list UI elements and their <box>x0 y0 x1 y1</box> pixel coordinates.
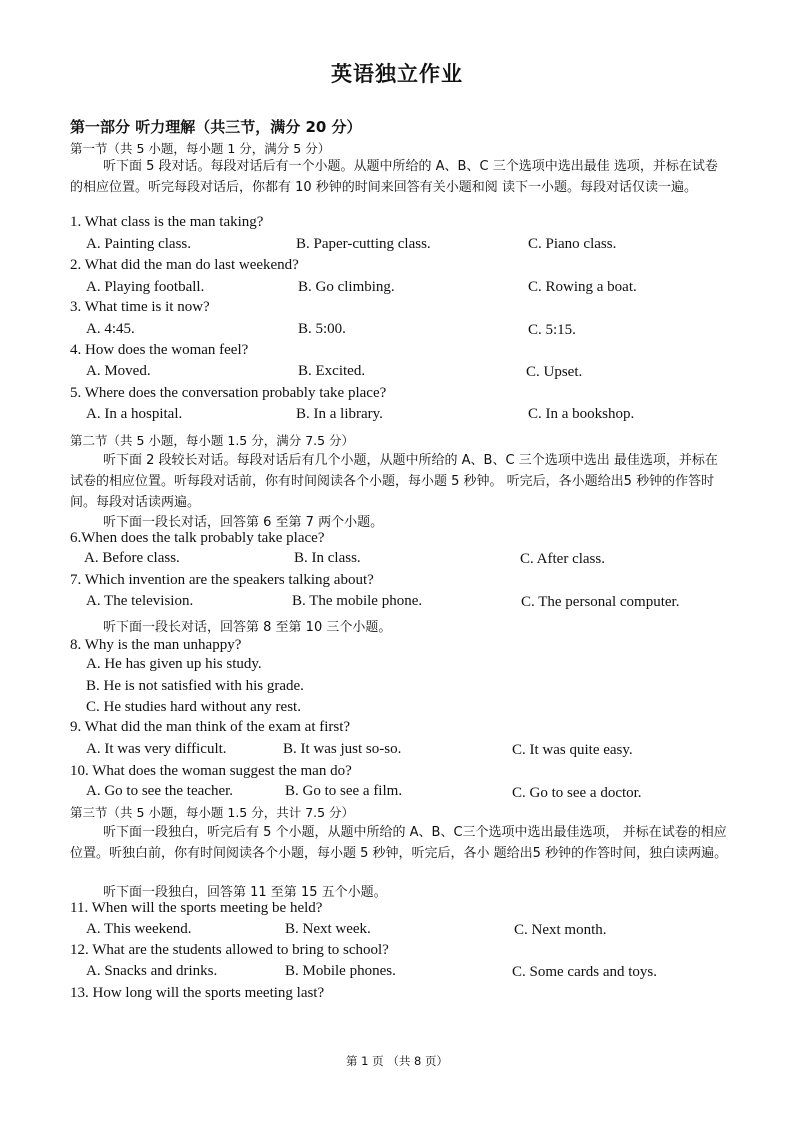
option-a: A. In a hospital. <box>86 406 183 422</box>
option-b: B. The mobile phone. <box>292 593 423 609</box>
option-c: C. It was quite easy. <box>512 742 633 758</box>
option-a: A. It was very difficult. <box>86 741 227 757</box>
option-b: B. Excited. <box>298 363 366 379</box>
question: 10. What does the woman suggest the man do? <box>70 763 352 779</box>
instruction-note: 听下面一段独白，回答第 11 至第 15 五个小题。 <box>103 885 387 900</box>
option-b: B. He is not satisfied with his grade. <box>86 678 304 694</box>
section-intro: 听下面 2 段较长对话。每段对话后有几个小题，从题中所给的 A、B、C 三个选项中选出 最佳选项，并标在试卷的相应位置。听每段对话前，你有时间阅读各个小题，每小题 5 秒钟。 听完后，各小题给出5 秒钟的作答时间。每段对话读两遍。 <box>70 453 718 510</box>
section-heading: 第二节（共 5 小题，每小题 1.5 分，满分 7.5 分） <box>70 433 355 448</box>
question: 4. How does the woman feel? <box>70 342 249 358</box>
section-intro: 听下面一段独白，听完后有 5 个小题，从题中所给的 A、B、C三个选项中选出最佳选项， 并标在试卷的相应位置。听独白前，你有时间阅读各个小题，每小题 5 秒钟，听完后，各小 题给出5 秒钟的作答时间，独白读两遍。 <box>70 825 728 861</box>
option-c: C. Upset. <box>526 364 583 380</box>
option-a: A. Snacks and drinks. <box>86 963 218 979</box>
option-a: A. This weekend. <box>86 921 192 937</box>
question: 12. What are the students allowed to bring to school? <box>70 942 389 958</box>
instruction-note: 听下面一段长对话，回答第 8 至第 10 三个小题。 <box>103 620 392 635</box>
option-b: B. 5:00. <box>298 321 346 337</box>
question: 9. What did the man think of the exam at first? <box>70 719 351 735</box>
question: 3. What time is it now? <box>70 299 210 315</box>
option-c: C. After class. <box>520 551 605 567</box>
question: 11. When will the sports meeting be held? <box>70 900 323 916</box>
option-a: A. Playing football. <box>86 279 205 295</box>
option-b: B. Go climbing. <box>298 279 395 295</box>
option-c: C. Rowing a boat. <box>528 279 637 295</box>
option-a: A. Before class. <box>84 550 180 566</box>
page-footer: 第 1 页 （共 8 页） <box>346 1054 448 1068</box>
instruction-note: 听下面一段长对话，回答第 6 至第 7 两个小题。 <box>103 515 384 530</box>
question: 1. What class is the man taking? <box>70 214 264 230</box>
section-heading: 第一节（共 5 小题，每小题 1 分，满分 5 分） <box>70 141 331 156</box>
question: 8. Why is the man unhappy? <box>70 637 242 653</box>
question: 2. What did the man do last weekend? <box>70 257 299 273</box>
option-a: A. He has given up his study. <box>86 656 262 672</box>
option-c: C. Some cards and toys. <box>512 964 657 980</box>
section-heading: 第三节（共 5 小题，每小题 1.5 分，共计 7.5 分） <box>70 805 355 820</box>
option-b: B. Mobile phones. <box>285 963 396 979</box>
option-c: C. 5:15. <box>528 322 576 338</box>
option-c: C. Piano class. <box>528 236 617 252</box>
option-c: C. The personal computer. <box>521 594 680 610</box>
option-c: C. In a bookshop. <box>528 406 635 422</box>
question: 13. How long will the sports meeting last? <box>70 985 325 1001</box>
section-intro: 听下面 5 段对话。每段对话后有一个小题。从题中所给的 A、B、C 三个选项中选出最佳 选项，并标在试卷的相应位置。听完每段对话后，你都有 10 秒钟的时间来回答有关小题和阅 读下一小题。每段对话仅读一遍。 <box>70 159 718 195</box>
question: 6.When does the talk probably take place? <box>70 530 325 546</box>
option-b: B. Next week. <box>285 921 371 937</box>
option-b: B. In a library. <box>296 406 383 422</box>
option-b: B. It was just so-so. <box>283 741 402 757</box>
option-b: B. Paper-cutting class. <box>296 236 431 252</box>
question: 5. Where does the conversation probably take place? <box>70 385 387 401</box>
option-a: A. 4:45. <box>86 321 135 337</box>
option-c: C. Go to see a doctor. <box>512 785 642 801</box>
option-b: B. Go to see a film. <box>285 783 403 799</box>
option-a: A. The television. <box>86 593 194 609</box>
page-title: 英语独立作业 <box>331 62 463 86</box>
option-a: A. Painting class. <box>86 236 191 252</box>
option-b: B. In class. <box>294 550 361 566</box>
option-c: C. He studies hard without any rest. <box>86 699 301 715</box>
option-a: A. Go to see the teacher. <box>86 783 234 799</box>
question: 7. Which invention are the speakers talking about? <box>70 572 374 588</box>
part-heading: 第一部分 听力理解（共三节，满分 20 分） <box>70 118 362 136</box>
option-c: C. Next month. <box>514 922 607 938</box>
option-a: A. Moved. <box>86 363 151 379</box>
